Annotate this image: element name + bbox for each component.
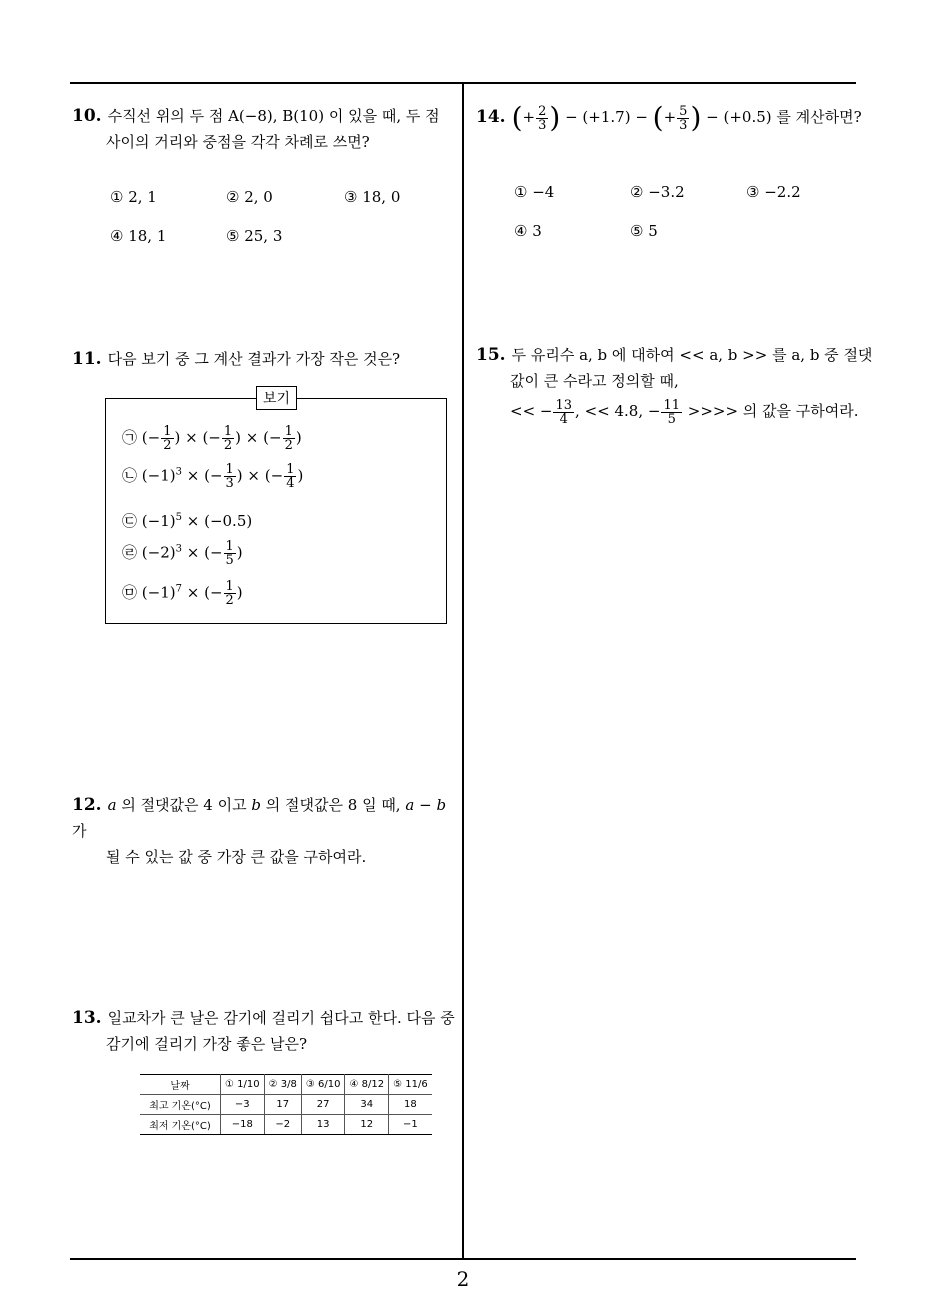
option-4[interactable]: ④ 3	[514, 222, 542, 240]
question-number: 12.	[72, 795, 102, 815]
temperature-table	[140, 1074, 432, 1135]
table-cell: 18	[389, 1095, 432, 1115]
bottom-rule	[70, 1258, 856, 1260]
option-1[interactable]: ① −4	[514, 183, 555, 201]
table-cell: 12	[345, 1115, 389, 1135]
bogi-item-3: ㉢ $(-1)^5 \times (-0.5)$	[122, 512, 253, 530]
option-3[interactable]: ③ 18, 0	[344, 188, 401, 206]
table-cell: −2	[264, 1115, 301, 1135]
option-3[interactable]: ③ −2.2	[746, 183, 801, 201]
question-number: 13.	[72, 1008, 102, 1028]
question-14: 14. (+ $\frac{2}{3}$ ) − (+1.7) − (+ $\frac{5}{3}$ ) − (+0.5) 를 계산하면?	[476, 101, 862, 134]
table-header-row	[140, 1075, 432, 1095]
table-cell: −3	[221, 1095, 265, 1115]
option-5[interactable]: ⑤ 25, 3	[226, 227, 283, 245]
bogi-item-1: ㉠ (− $\frac{1}{2}$ ) × (− $\frac{1}{2}$ ) × (− $\frac{1}{2}$ )	[122, 424, 302, 453]
item-mark: ㉤	[122, 583, 138, 602]
table-row	[140, 1095, 432, 1115]
table-row	[140, 1115, 432, 1135]
bogi-item-4: ㉣ $(-2)^3$ × (− $\frac{1}{5}$ )	[122, 539, 243, 568]
column-divider	[462, 83, 464, 1259]
item-mark: ㉠	[122, 428, 138, 447]
table-cell: 34	[345, 1095, 389, 1115]
question-text: 다음 보기 중 그 계산 결과가 가장 작은 것은?	[107, 350, 401, 368]
option-4[interactable]: ④ 18, 1	[110, 227, 167, 245]
table-cell: ① 1/10	[221, 1075, 265, 1095]
table-cell: ⑤ 11/6	[389, 1075, 432, 1095]
item-mark: ㉡	[122, 466, 138, 485]
table-cell: ④ 8/12	[345, 1075, 389, 1095]
question-text-line2: 값이 큰 수라고 정의할 때,	[510, 372, 679, 390]
option-2[interactable]: ② −3.2	[630, 183, 685, 201]
table-cell: 13	[301, 1115, 345, 1135]
question-text-a: 의 절댓값은 4 이고	[121, 796, 247, 814]
table-cell: −18	[221, 1115, 265, 1135]
question-11	[72, 346, 458, 372]
option-1[interactable]: ① 2, 1	[110, 188, 157, 206]
option-5[interactable]: ⑤ 5	[630, 222, 658, 240]
question-text: 두 유리수 a, b 에 대하여 << a, b >> 를 a, b 중 절댓	[511, 346, 873, 364]
table-cell: 날짜	[140, 1075, 221, 1095]
question-12: 12. a 의 절댓값은 4 이고 b 의 절댓값은 8 일 때, a − b 가 될 수 있는 값 중 가장 큰 값을 구하여라.	[72, 792, 458, 870]
item-mark: ㉣	[122, 543, 138, 562]
item-mark: ㉢	[122, 512, 138, 530]
option-2[interactable]: ② 2, 0	[226, 188, 273, 206]
table-cell: 최저 기온(°C)	[140, 1115, 221, 1135]
question-text-tail: 의 값을 구하여라.	[742, 402, 859, 420]
question-text: 일교차가 큰 날은 감기에 걸리기 쉽다고 한다. 다음 중	[107, 1009, 455, 1027]
table-cell: ③ 6/10	[301, 1075, 345, 1095]
table-cell: −1	[389, 1115, 432, 1135]
question-text: 수직선 위의 두 점 A(−8), B(10) 이 있을 때, 두 점	[107, 107, 440, 125]
bogi-label: 보기	[256, 386, 297, 410]
question-15	[476, 342, 876, 426]
question-number: 15.	[476, 345, 506, 365]
table-cell: 17	[264, 1095, 301, 1115]
bogi-item-2: ㉡ $(-1)^3$ × (− $\frac{1}{3}$ ) × (− $\frac{1}{4}$ )	[122, 462, 304, 491]
table-cell: 최고 기온(°C)	[140, 1095, 221, 1115]
bogi-item-5: ㉤ $(-1)^7$ × (− $\frac{1}{2}$ )	[122, 579, 243, 608]
question-text-c: 가	[72, 822, 87, 840]
question-text-line2: 사이의 거리와 중점을 각각 차례로 쓰면?	[106, 133, 370, 151]
question-text-line3: << − $\frac{13}{4}$ , << 4.8, − $\frac{11}{5}$ >>>> 의 값을 구하여라.	[510, 397, 859, 427]
table-cell: 27	[301, 1095, 345, 1115]
question-text-b: 의 절댓값은 8 일 때,	[265, 796, 401, 814]
page-number: 2	[456, 1267, 470, 1291]
table-cell: ② 3/8	[264, 1075, 301, 1095]
question-number: 14.	[476, 107, 506, 127]
question-13	[72, 1005, 458, 1057]
question-number: 11.	[72, 349, 102, 369]
question-text: 를 계산하면?	[776, 108, 862, 126]
question-text-line2: 될 수 있는 값 중 가장 큰 값을 구하여라.	[106, 848, 367, 866]
question-text-line2: 감기에 걸리기 가장 좋은 날은?	[106, 1035, 307, 1053]
question-number: 10.	[72, 106, 102, 126]
question-10	[72, 103, 458, 155]
